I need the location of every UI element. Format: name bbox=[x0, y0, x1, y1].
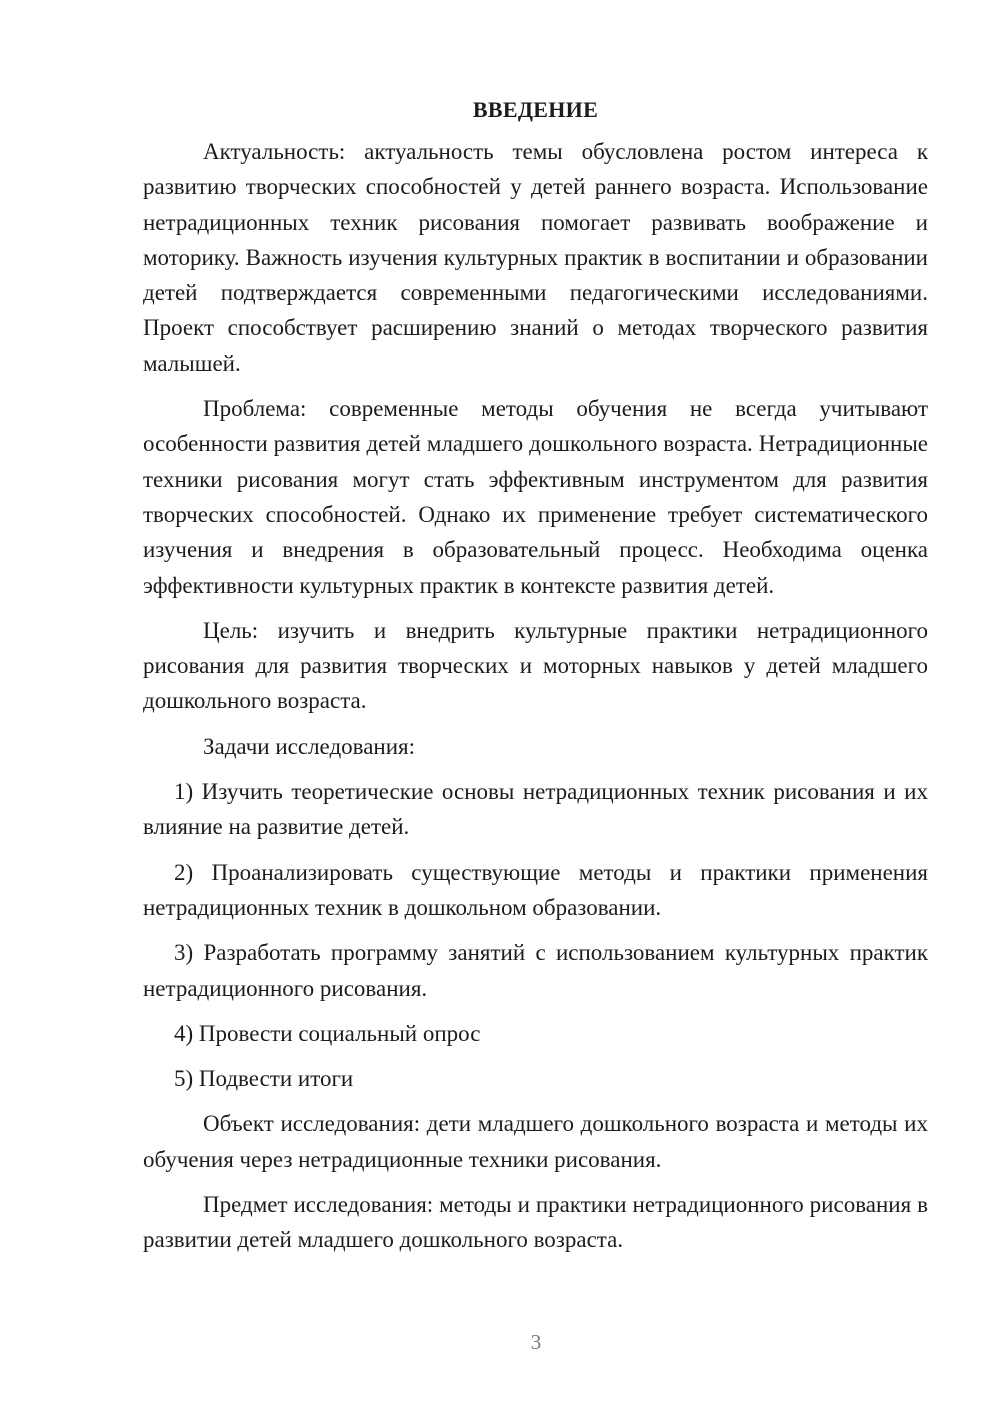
subject-paragraph: Предмет исследования: методы и практики нетрадиционного рисования в развитии детей младшего дошкольного возраста. bbox=[143, 1192, 928, 1253]
page-content bbox=[143, 92, 928, 1258]
task-item-1: 1) Изучить теоретические основы нетрадиционных техник рисования и их влияние на развитие детей. bbox=[143, 779, 928, 840]
problem-paragraph: Проблема: современные методы обучения не всегда учитывают особенности развития детей младшего дошкольного возраста. Нетрадиционные техники рисования могут стать эффективным инструментом для развития творческих способностей. Однако их применение требует систематического изучения и внедрения в образовательный процесс. Необходима оценка эффективности культурных практик в контексте развития детей. bbox=[143, 396, 928, 598]
task-item-5: 5) Подвести итоги bbox=[174, 1066, 354, 1092]
goal-paragraph: Цель: изучить и внедрить культурные практики нетрадиционного рисования для развития творческих и моторных навыков у детей младшего дошкольного возраста. bbox=[143, 617, 928, 714]
relevance-paragraph: Актуальность: актуальность темы обусловлена ростом интереса к развитию творческих способностей у детей раннего возраста. Использование нетрадиционных техник рисования помогает развивать воображение и моторику. Важность изучения культурных практик в воспитании и образовании детей подтверждается современными педагогическими исследованиями. Проект способствует расширению знаний о методах творческого развития малышей. bbox=[143, 139, 928, 376]
task-item-2: 2) Проанализировать существующие методы и практики применения нетрадиционных техник в дошкольном образовании. bbox=[143, 859, 928, 920]
object-paragraph: Объект исследования: дети младшего дошкольного возраста и методы их обучения через нетрадиционные техники рисования. bbox=[143, 1111, 928, 1172]
section-title: ВВЕДЕНИЕ bbox=[472, 97, 599, 122]
tasks-heading: Задачи исследования: bbox=[203, 733, 416, 759]
task-item-4: 4) Провести социальный опрос bbox=[174, 1020, 481, 1046]
task-item-3: 3) Разработать программу занятий с использованием культурных практик нетрадиционного рисования. bbox=[143, 940, 928, 1001]
page-number: 3 bbox=[530, 1330, 542, 1354]
